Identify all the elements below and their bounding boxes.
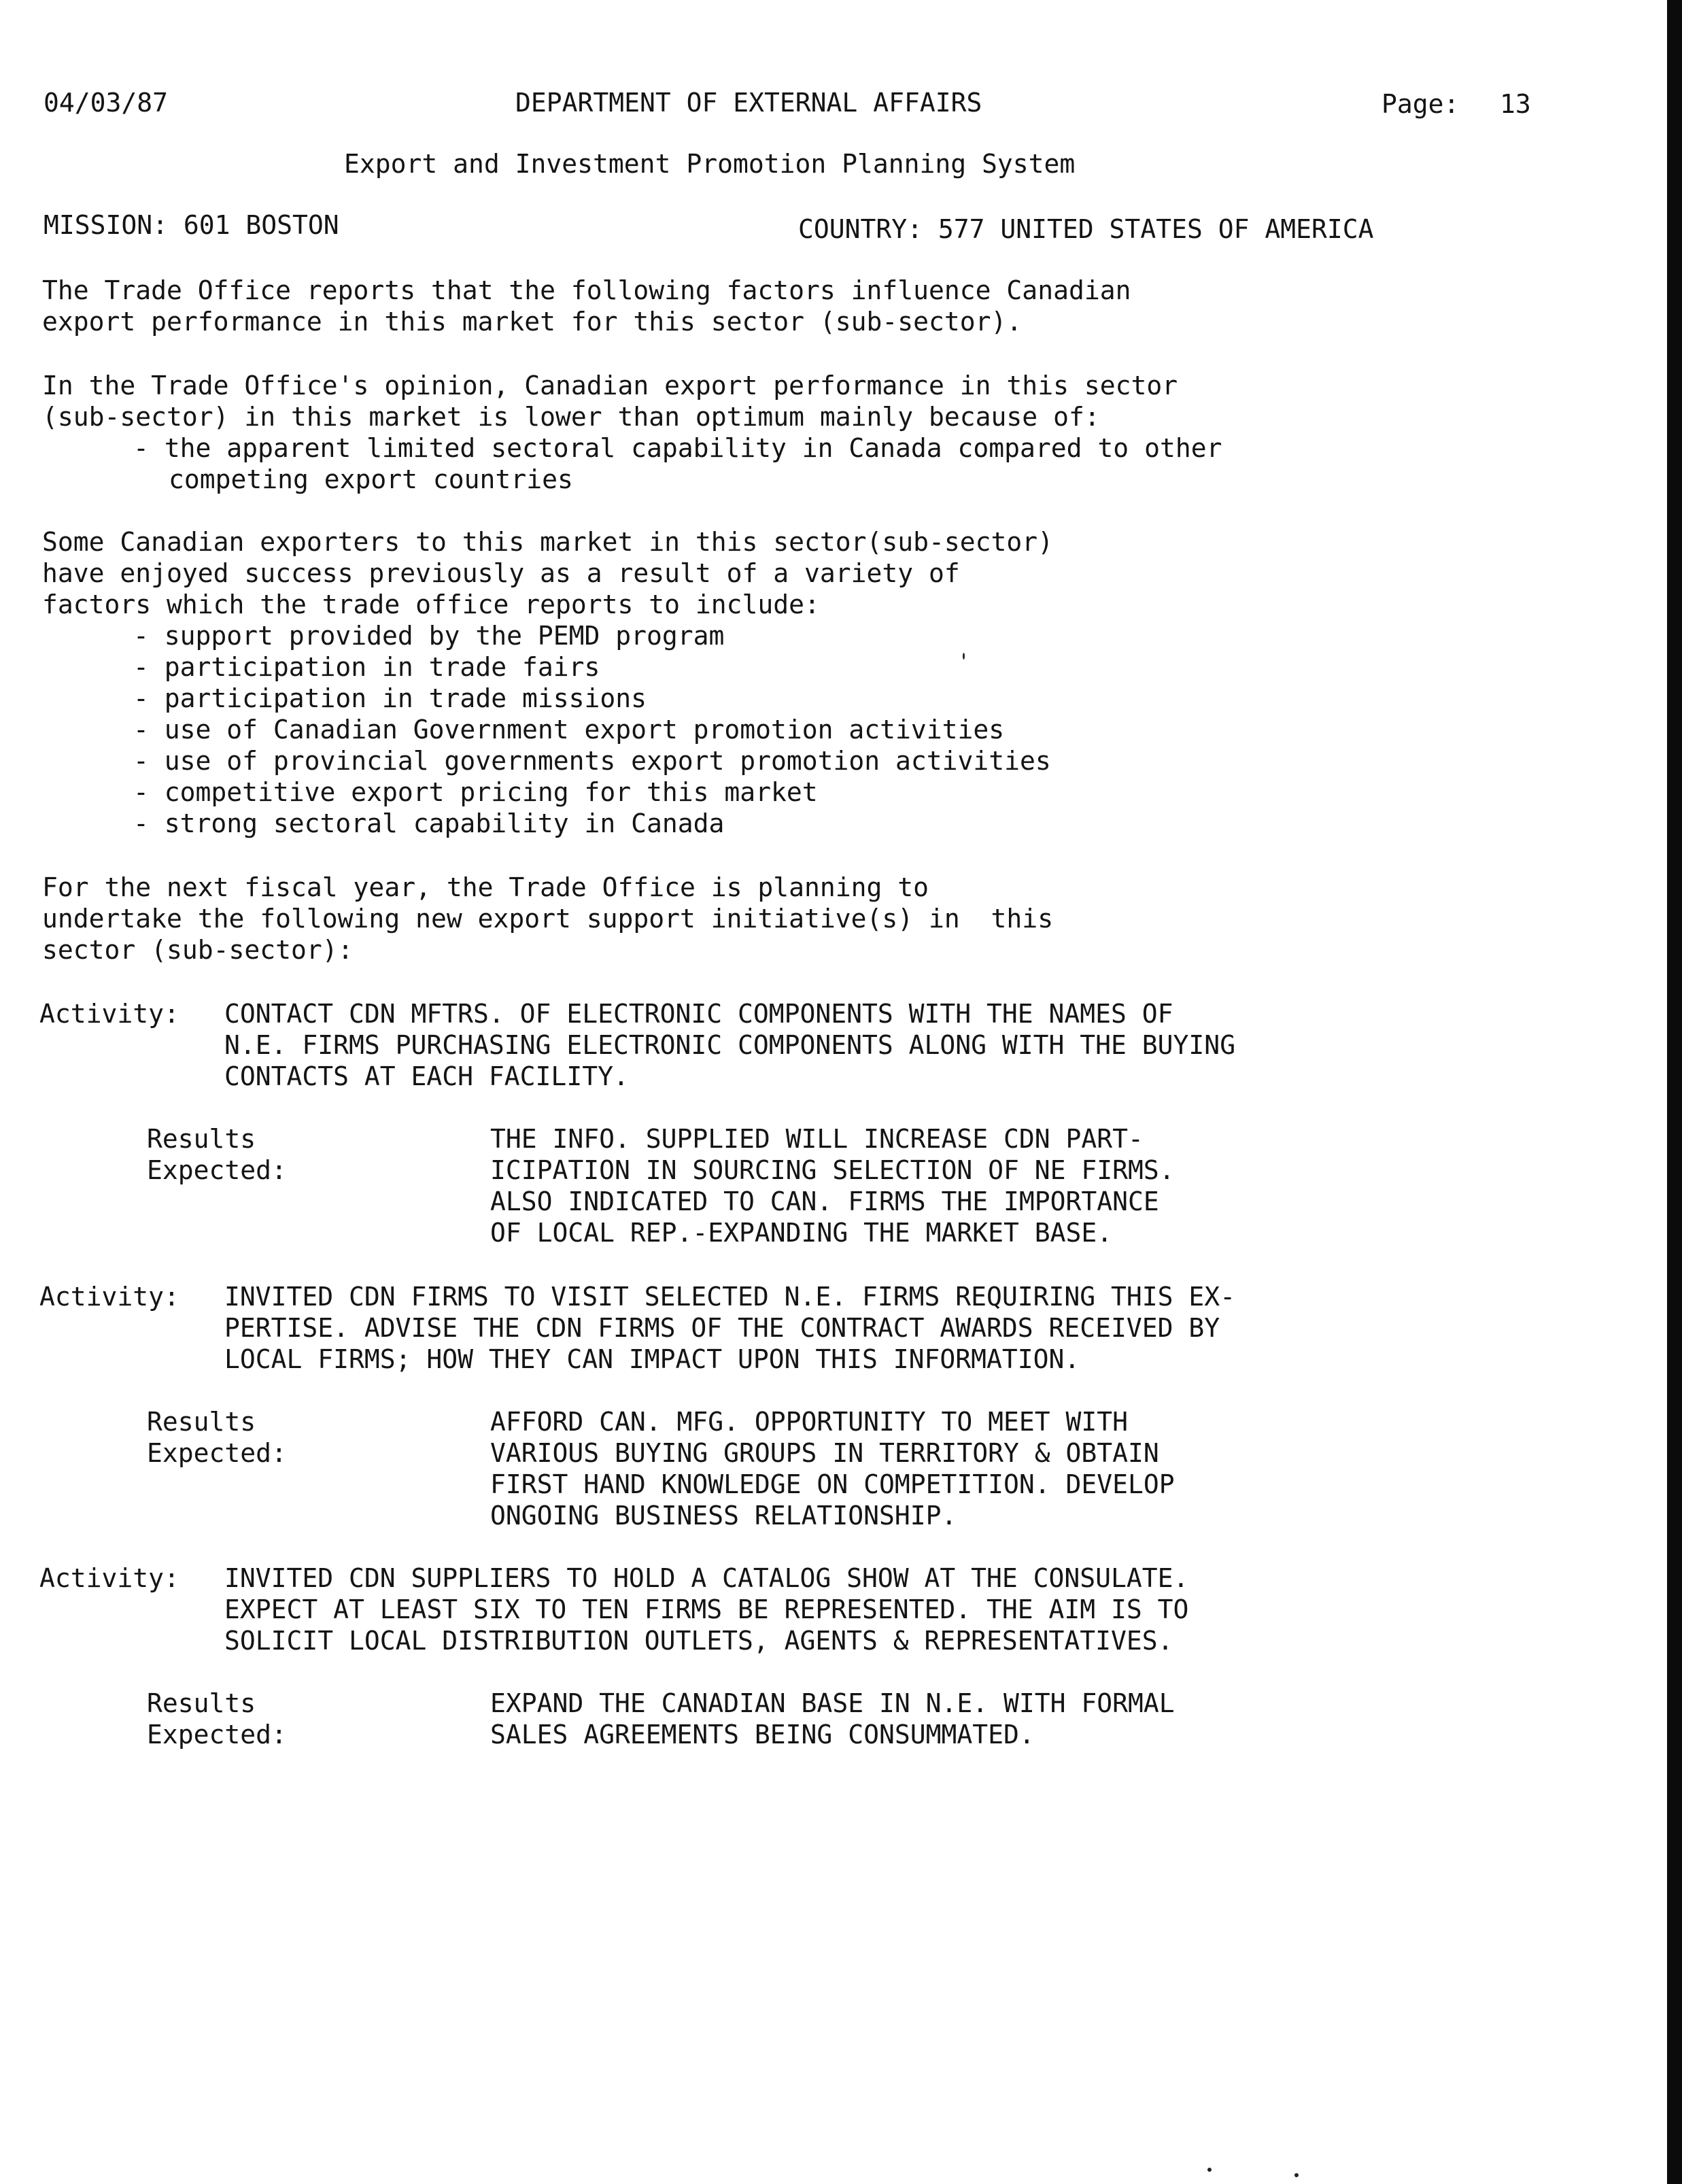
results-text: [490, 1123, 1175, 1248]
opinion-bullet-continuation: competing export countries: [169, 464, 573, 494]
page-label: Page:: [1381, 89, 1460, 119]
activity-label: Activity:: [39, 999, 179, 1029]
activity-line: SOLICIT LOCAL DISTRIBUTION OUTLETS, AGENTS & REPRESENTATIVES.: [224, 1626, 1173, 1656]
activity-line: INVITED CDN FIRMS TO VISIT SELECTED N.E. FIRMS REQUIRING THIS EX-: [224, 1282, 1236, 1312]
results-label: Results Expected:: [147, 1124, 287, 1185]
next-year-line: sector (sub-sector):: [42, 935, 354, 965]
system-title: Export and Investment Promotion Planning System: [344, 149, 1076, 179]
scan-edge: [1667, 0, 1682, 2184]
activity-line: EXPECT AT LEAST SIX TO TEN FIRMS BE REPRESENTED. THE AIM IS TO: [224, 1594, 1189, 1624]
activity-text: [224, 998, 1235, 1092]
results-line: SALES AGREEMENTS BEING CONSUMMATED.: [490, 1720, 1035, 1750]
success-bullet: - participation in trade missions: [133, 683, 647, 713]
results-line: FIRST HAND KNOWLEDGE ON COMPETITION. DEVELOP: [490, 1469, 1175, 1499]
next-year-line: undertake the following new export support initiative(s) in this: [42, 904, 1054, 934]
results-line: ALSO INDICATED TO CAN. FIRMS THE IMPORTANCE: [490, 1187, 1159, 1216]
scan-speck: [1294, 2173, 1299, 2177]
report-date: 04/03/87: [44, 88, 169, 118]
intro-paragraph: [42, 275, 1131, 337]
results-line: THE INFO. SUPPLIED WILL INCREASE CDN PART-: [490, 1124, 1144, 1154]
opinion-bullets: [133, 432, 1222, 495]
success-bullet: - use of Canadian Government export promotion activities: [133, 715, 1005, 745]
activity-label: Activity:: [39, 1282, 179, 1312]
opinion-paragraph: [42, 370, 1178, 432]
intro-line: export performance in this market for this sector (sub-sector).: [42, 307, 1023, 337]
results-label: Results Expected:: [147, 1688, 287, 1750]
success-bullet: - use of provincial governments export promotion activities: [133, 746, 1051, 776]
results-line: VARIOUS BUYING GROUPS IN TERRITORY & OBTAIN: [490, 1438, 1159, 1468]
intro-line: The Trade Office reports that the following factors influence Canadian: [42, 275, 1131, 305]
results-line: EXPAND THE CANADIAN BASE IN N.E. WITH FORMAL: [490, 1688, 1175, 1718]
activity-label: Activity:: [39, 1563, 179, 1593]
results-line: ICIPATION IN SOURCING SELECTION OF NE FIRMS.: [490, 1155, 1175, 1185]
results-line: ONGOING BUSINESS RELATIONSHIP.: [490, 1501, 957, 1531]
results-text: [490, 1688, 1175, 1750]
opinion-line: In the Trade Office's opinion, Canadian export performance in this sector: [42, 371, 1178, 400]
activity-line: CONTACT CDN MFTRS. OF ELECTRONIC COMPONENTS WITH THE NAMES OF: [224, 999, 1173, 1029]
success-line: factors which the trade office reports to include:: [42, 590, 820, 619]
next-year-line: For the next fiscal year, the Trade Office is planning to: [42, 872, 929, 902]
department-name: DEPARTMENT OF EXTERNAL AFFAIRS: [515, 88, 982, 118]
activity-text: [224, 1281, 1235, 1375]
activity-line: PERTISE. ADVISE THE CDN FIRMS OF THE CONTRACT AWARDS RECEIVED BY: [224, 1313, 1220, 1343]
activity-text: [224, 1563, 1188, 1656]
page-number: 13: [1500, 89, 1531, 119]
activity-line: INVITED CDN SUPPLIERS TO HOLD A CATALOG SHOW AT THE CONSULATE.: [224, 1563, 1189, 1593]
success-bullet: - participation in trade fairs: [133, 652, 600, 682]
results-text: [490, 1406, 1175, 1531]
scan-speck: [963, 653, 965, 660]
activity-line: LOCAL FIRMS; HOW THEY CAN IMPACT UPON THIS INFORMATION.: [224, 1344, 1080, 1374]
opinion-bullet: - the apparent limited sectoral capability in Canada compared to other: [133, 433, 1222, 463]
opinion-line: (sub-sector) in this market is lower than optimum mainly because of:: [42, 402, 1100, 432]
success-bullet: - support provided by the PEMD program: [133, 621, 725, 651]
next-year-paragraph: [42, 872, 1053, 966]
success-line: Some Canadian exporters to this market in this sector(sub-sector): [42, 527, 1054, 557]
results-label: Results Expected:: [147, 1407, 287, 1468]
success-bullet: - strong sectoral capability in Canada: [133, 808, 725, 838]
results-line: AFFORD CAN. MFG. OPPORTUNITY TO MEET WITH: [490, 1407, 1128, 1437]
success-bullet: - competitive export pricing for this market: [133, 777, 818, 807]
activity-line: N.E. FIRMS PURCHASING ELECTRONIC COMPONENTS ALONG WITH THE BUYING: [224, 1030, 1236, 1060]
scan-speck: [1207, 2168, 1212, 2172]
activity-line: CONTACTS AT EACH FACILITY.: [224, 1061, 629, 1091]
success-paragraph: [42, 526, 1053, 620]
mission-line: MISSION: 601 BOSTON: [44, 210, 339, 240]
country-line: COUNTRY: 577 UNITED STATES OF AMERICA: [798, 214, 1374, 244]
success-bullets: [133, 620, 1051, 839]
success-line: have enjoyed success previously as a result of a variety of: [42, 558, 960, 588]
results-line: OF LOCAL REP.-EXPANDING THE MARKET BASE.: [490, 1218, 1113, 1248]
